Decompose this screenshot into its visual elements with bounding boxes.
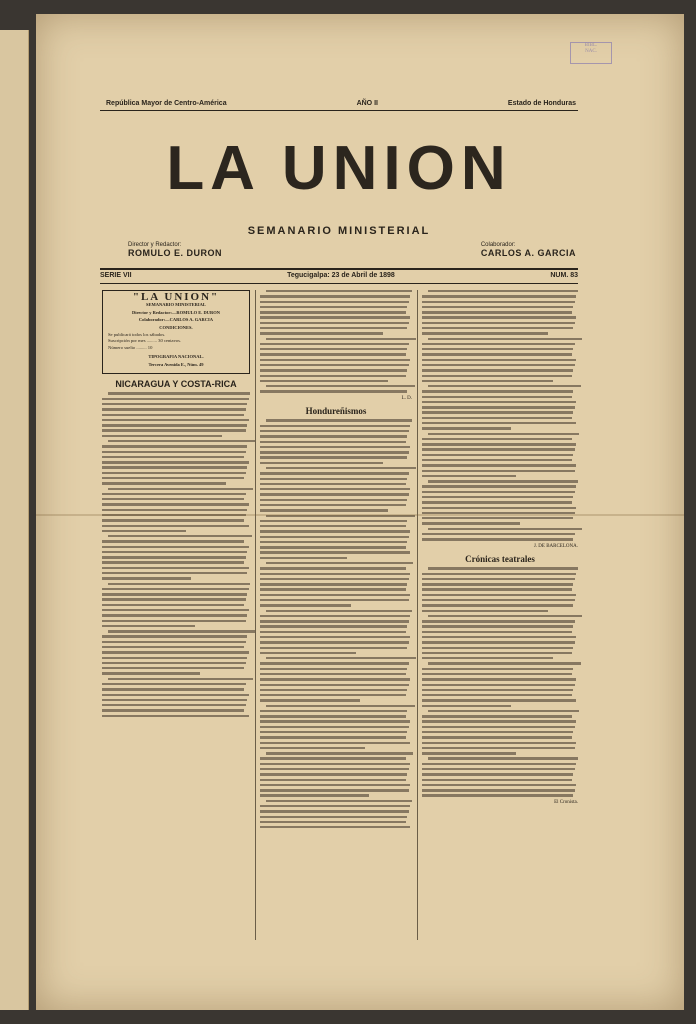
box-line: Número suelto ......... 10 — [108, 344, 153, 350]
text-line — [102, 667, 244, 669]
text-line — [102, 625, 195, 627]
text-line — [422, 427, 511, 429]
text-line — [422, 742, 576, 744]
text-line — [422, 668, 573, 670]
text-line — [260, 821, 406, 823]
masthead-topline — [106, 100, 576, 107]
text-line — [266, 467, 416, 469]
text-line — [102, 593, 247, 595]
text-line — [260, 805, 410, 807]
text-line — [260, 689, 407, 691]
director-block — [128, 242, 222, 258]
text-line — [260, 779, 406, 781]
text-line — [102, 614, 247, 616]
text-line — [260, 332, 383, 334]
text-line — [422, 610, 548, 612]
text-line — [260, 631, 406, 633]
text-line — [260, 588, 406, 590]
text-line — [260, 557, 347, 559]
article-signature: L. D. — [401, 395, 412, 401]
text-line — [422, 406, 575, 408]
text-line — [422, 599, 575, 601]
article-body — [260, 290, 412, 393]
text-line — [260, 509, 388, 511]
text-line — [260, 451, 409, 453]
text-line — [422, 464, 576, 466]
paper-fold — [36, 514, 684, 516]
text-line — [260, 504, 406, 506]
text-line — [422, 747, 575, 749]
text-line — [422, 533, 575, 535]
text-line — [102, 561, 244, 563]
text-line — [102, 472, 246, 474]
text-line — [266, 385, 415, 387]
text-line — [260, 348, 407, 350]
collaborator-block — [481, 242, 576, 258]
text-line — [260, 747, 365, 749]
text-line — [266, 290, 412, 292]
text-line — [260, 316, 410, 318]
text-line — [102, 498, 244, 500]
text-line — [102, 419, 249, 421]
text-line — [260, 636, 410, 638]
text-line — [260, 816, 407, 818]
text-line — [102, 456, 244, 458]
text-line — [260, 794, 369, 796]
text-line — [108, 630, 255, 632]
text-line — [422, 641, 575, 643]
text-line — [422, 736, 572, 738]
text-line — [422, 364, 575, 366]
text-line — [260, 641, 409, 643]
text-line — [422, 694, 572, 696]
text-line — [260, 483, 406, 485]
text-line — [260, 773, 407, 775]
text-line — [102, 503, 249, 505]
text-line — [102, 620, 246, 622]
text-line — [422, 322, 575, 324]
text-line — [422, 343, 575, 345]
text-line — [102, 556, 246, 558]
text-line — [260, 425, 410, 427]
text-line — [260, 456, 407, 458]
text-line — [260, 715, 406, 717]
text-line — [266, 562, 413, 564]
text-line — [102, 477, 244, 479]
text-line — [108, 535, 252, 537]
article-title: NICARAGUA Y COSTA-RICA — [115, 379, 237, 390]
text-line — [422, 359, 576, 361]
state-label: Estado de Honduras — [507, 100, 576, 107]
text-line — [108, 488, 253, 490]
text-line — [422, 369, 573, 371]
subscription-box — [102, 290, 250, 374]
text-line — [102, 408, 246, 410]
text-line — [422, 636, 576, 638]
column-divider-1 — [255, 290, 256, 940]
text-line — [260, 369, 407, 371]
top-rule — [100, 110, 578, 111]
text-line — [102, 572, 247, 574]
text-line — [428, 662, 581, 664]
text-line — [428, 615, 582, 617]
text-line — [102, 530, 186, 532]
text-line — [266, 705, 415, 707]
newspaper-page — [36, 14, 684, 1010]
text-line — [422, 583, 573, 585]
box-line: Suscripción por mes ......... 30 centavos. — [108, 338, 182, 344]
text-line — [102, 646, 244, 648]
text-line — [260, 789, 409, 791]
issue-rule-bottom — [100, 283, 578, 284]
text-line — [260, 810, 409, 812]
text-line — [428, 757, 578, 759]
text-line — [260, 784, 410, 786]
text-line — [260, 694, 406, 696]
text-line — [422, 726, 575, 728]
text-line — [260, 462, 383, 464]
director-name: ROMULO E. DURON — [128, 248, 222, 258]
text-line — [428, 290, 578, 292]
text-line — [260, 573, 410, 575]
column-divider-2 — [417, 290, 418, 940]
text-line — [260, 736, 406, 738]
issue-rule-top — [100, 268, 578, 270]
library-stamp: BIBL. NAC. — [570, 42, 612, 64]
box-line: Se publicará todos los sábados. — [108, 332, 166, 338]
text-line — [422, 496, 573, 498]
text-line — [102, 429, 246, 431]
text-line — [422, 673, 572, 675]
text-line — [102, 683, 246, 685]
text-line — [428, 433, 579, 435]
text-line — [102, 715, 249, 717]
article-title: Hondureñismos — [305, 406, 367, 417]
text-line — [422, 332, 548, 334]
text-line — [422, 491, 575, 493]
text-line — [422, 380, 553, 382]
adjacent-page-edge — [0, 30, 29, 1010]
box-title: "LA UNION" — [132, 291, 220, 303]
text-line — [102, 694, 249, 696]
serie-label: SERIE VII — [100, 272, 132, 279]
text-line — [260, 546, 406, 548]
text-line — [422, 390, 573, 392]
text-line — [102, 604, 244, 606]
text-line — [260, 720, 410, 722]
text-line — [422, 375, 572, 377]
text-line — [108, 583, 250, 585]
text-line — [266, 610, 412, 612]
article-body — [260, 419, 412, 828]
text-line — [422, 459, 572, 461]
text-line — [428, 567, 578, 569]
box-print-label: TIPOGRAFIA NACIONAL. — [148, 354, 204, 360]
text-line — [422, 348, 573, 350]
article-body — [422, 567, 578, 796]
text-line — [260, 757, 406, 759]
text-line — [260, 768, 409, 770]
text-line — [422, 631, 572, 633]
text-line — [260, 604, 351, 606]
text-line — [102, 588, 249, 590]
text-line — [102, 519, 244, 521]
box-collaborator: Colaborador:—CARLOS A. GARCIA — [138, 317, 214, 323]
text-line — [422, 454, 573, 456]
text-line — [422, 327, 573, 329]
text-line — [422, 779, 572, 781]
text-line — [260, 742, 410, 744]
text-line — [260, 668, 407, 670]
text-line — [102, 709, 244, 711]
text-line — [102, 662, 246, 664]
text-line — [260, 684, 409, 686]
text-line — [260, 301, 409, 303]
text-line — [428, 338, 582, 340]
text-line — [260, 726, 409, 728]
text-line — [260, 578, 409, 580]
text-line — [102, 451, 246, 453]
text-line — [102, 482, 226, 484]
text-line — [102, 414, 244, 416]
text-line — [102, 424, 247, 426]
text-line — [266, 752, 413, 754]
text-line — [102, 567, 249, 569]
text-line — [102, 635, 247, 637]
text-line — [422, 448, 575, 450]
issue-line — [100, 272, 578, 279]
text-line — [422, 475, 516, 477]
text-line — [422, 604, 573, 606]
text-line — [102, 435, 222, 437]
text-line — [422, 578, 575, 580]
text-line — [428, 528, 582, 530]
newspaper-subtitle: SEMANARIO MINISTERIAL — [247, 225, 431, 237]
text-line — [422, 689, 573, 691]
text-line — [422, 763, 576, 765]
text-line — [260, 343, 409, 345]
text-line — [260, 625, 407, 627]
text-line — [260, 430, 409, 432]
text-line — [102, 398, 249, 400]
text-line — [422, 789, 575, 791]
column-3 — [422, 290, 578, 809]
text-line — [422, 306, 573, 308]
text-line — [422, 715, 572, 717]
text-line — [422, 411, 573, 413]
article-title: Crónicas teatrales — [465, 553, 535, 564]
text-line — [422, 647, 573, 649]
text-line — [260, 306, 407, 308]
box-director: Director y Redactor:—ROMULO E. DURON — [132, 309, 220, 315]
text-line — [102, 688, 244, 690]
year-label: AÑO II — [356, 100, 378, 107]
text-line — [260, 662, 409, 664]
text-line — [260, 826, 410, 828]
text-line — [422, 501, 572, 503]
text-line — [260, 364, 409, 366]
text-line — [422, 699, 576, 701]
text-line — [422, 485, 576, 487]
article-body — [102, 392, 250, 717]
text-line — [260, 541, 407, 543]
text-line — [260, 295, 410, 297]
text-line — [422, 752, 516, 754]
text-line — [260, 327, 407, 329]
text-line — [102, 577, 191, 579]
text-line — [102, 657, 247, 659]
text-line — [260, 615, 410, 617]
column-1 — [102, 290, 250, 720]
text-line — [102, 525, 249, 527]
newspaper-title: LA UNION — [166, 134, 512, 203]
text-line — [102, 704, 246, 706]
text-line — [266, 800, 412, 802]
text-line — [260, 699, 360, 701]
text-line — [422, 773, 573, 775]
text-line — [108, 392, 250, 394]
text-line — [260, 763, 410, 765]
text-line — [102, 403, 247, 405]
text-line — [422, 396, 572, 398]
text-line — [422, 705, 511, 707]
text-line — [260, 435, 407, 437]
text-line — [102, 466, 247, 468]
text-line — [102, 651, 249, 653]
text-line — [422, 522, 520, 524]
text-line — [260, 551, 410, 553]
text-line — [102, 551, 247, 553]
text-line — [266, 419, 412, 421]
place-date: Tegucigalpa: 23 de Abril de 1898 — [287, 272, 395, 279]
text-line — [266, 338, 416, 340]
text-line — [422, 353, 572, 355]
text-line — [428, 710, 579, 712]
text-line — [102, 445, 247, 447]
text-line — [260, 525, 406, 527]
text-line — [102, 546, 249, 548]
box-print-address: Tercera Avenida E., Núm. 49 — [148, 361, 204, 367]
text-line — [422, 311, 572, 313]
text-line — [260, 499, 407, 501]
text-line — [260, 710, 407, 712]
text-line — [422, 657, 553, 659]
text-line — [422, 438, 572, 440]
text-line — [108, 678, 253, 680]
text-line — [260, 530, 410, 532]
collaborator-label: Colaborador: — [480, 242, 516, 248]
text-line — [102, 509, 247, 511]
issue-number: NUM. 83 — [550, 272, 578, 279]
text-line — [102, 699, 247, 701]
text-line — [422, 720, 576, 722]
text-line — [260, 380, 388, 382]
text-line — [422, 295, 576, 297]
text-line — [422, 538, 573, 540]
text-line — [260, 620, 409, 622]
text-line — [422, 507, 576, 509]
article-signature: J. DE BARCELONA. — [533, 543, 578, 549]
text-line — [260, 359, 410, 361]
text-line — [102, 672, 200, 674]
text-line — [260, 488, 410, 490]
text-line — [102, 598, 246, 600]
text-line — [422, 573, 576, 575]
text-line — [260, 472, 409, 474]
text-line — [422, 517, 573, 519]
box-subtitle: SEMANARIO MINISTERIAL — [146, 302, 206, 308]
text-line — [260, 536, 409, 538]
director-label: Director y Redactor: — [128, 242, 182, 248]
text-line — [260, 520, 407, 522]
text-line — [422, 625, 573, 627]
text-line — [260, 353, 406, 355]
text-line — [428, 480, 578, 482]
text-line — [102, 609, 249, 611]
text-line — [260, 594, 410, 596]
text-line — [102, 540, 244, 542]
text-line — [260, 647, 407, 649]
article-body — [422, 290, 578, 541]
text-line — [260, 441, 406, 443]
text-line — [260, 583, 407, 585]
text-line — [260, 390, 407, 392]
text-line — [422, 594, 576, 596]
text-line — [260, 493, 409, 495]
text-line — [422, 316, 576, 318]
text-line — [102, 493, 246, 495]
text-line — [260, 567, 406, 569]
text-line — [422, 794, 573, 796]
text-line — [108, 440, 255, 442]
text-line — [422, 620, 575, 622]
text-line — [260, 478, 407, 480]
text-line — [260, 322, 409, 324]
text-line — [422, 470, 575, 472]
text-line — [422, 784, 576, 786]
text-line — [260, 446, 410, 448]
text-line — [266, 657, 416, 659]
text-line — [422, 652, 572, 654]
text-line — [422, 731, 573, 733]
text-line — [260, 673, 406, 675]
text-line — [428, 385, 581, 387]
text-line — [260, 375, 406, 377]
text-line — [260, 599, 409, 601]
text-line — [260, 731, 407, 733]
collaborator-name: CARLOS A. GARCIA — [480, 248, 576, 258]
column-2 — [260, 290, 412, 831]
country-label: República Mayor de Centro-América — [106, 100, 227, 107]
article-signature: El Cronista. — [554, 799, 578, 805]
text-line — [422, 678, 576, 680]
text-line — [102, 641, 246, 643]
text-line — [422, 684, 575, 686]
text-line — [422, 401, 576, 403]
text-line — [422, 588, 572, 590]
text-line — [102, 461, 249, 463]
box-conditions: CONDICIONES. — [159, 324, 193, 330]
text-line — [260, 311, 406, 313]
text-line — [422, 422, 576, 424]
text-line — [260, 652, 356, 654]
text-line — [422, 301, 575, 303]
text-line — [422, 417, 572, 419]
text-line — [260, 678, 410, 680]
text-line — [422, 768, 575, 770]
text-line — [422, 443, 576, 445]
